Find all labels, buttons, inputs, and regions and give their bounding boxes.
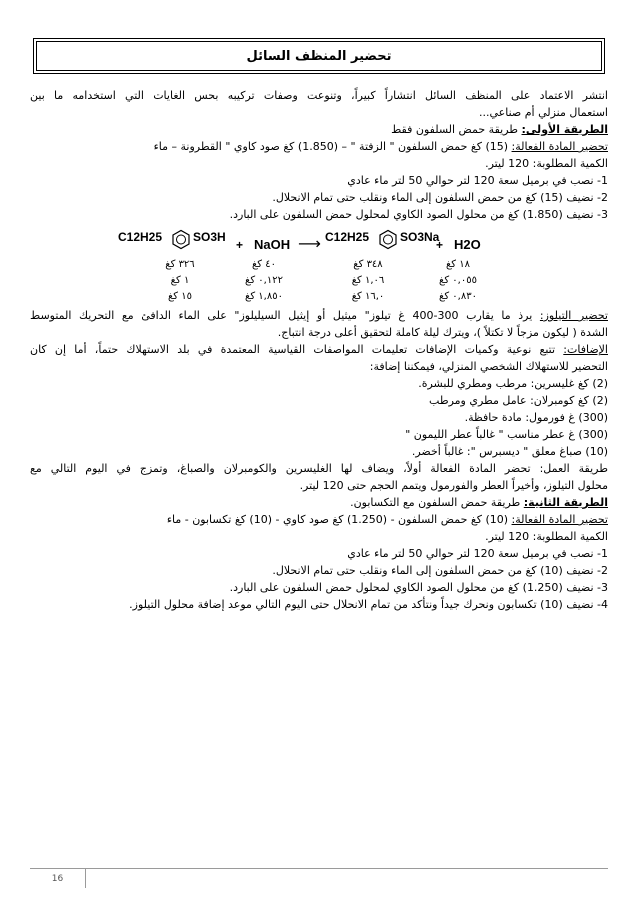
additive-glycerin: (2) كغ غليسرين: مرطب ومطري للبشرة. (418, 377, 608, 390)
reaction-arrow: ⟶ (298, 234, 321, 253)
additives-line-2: التحضير للاستهلاك الشخصي المنزلي، فيمكننا إضافة: (369, 360, 608, 373)
mass-p2-row1: ١٨ كغ (445, 259, 471, 270)
page-number-box (30, 868, 86, 888)
method1-text: طريقة حمض السلفون فقط (391, 123, 522, 136)
plus-2: + (436, 238, 444, 252)
method1-quantity: الكمية المطلوبة: 120 ليتر. (485, 157, 608, 170)
procedure-line-1: طريقة العمل: تحضر المادة الفعالة أولاً، ويضاف لها الغليسرين والكومبرلان والصباغ، وتمزج في اليوم التالي مع (30, 462, 608, 475)
method2-step-3: 3- نضيف (1.250) كغ من محلول الصود الكاوي لمحلول حمض السلفون على البارد. (229, 581, 608, 594)
mass-r1-row1: ٣٢٦ كغ (165, 259, 195, 270)
page-number: 16 (51, 873, 64, 884)
intro-line-2: استعمال منزلي أم صناعي... (479, 106, 608, 119)
product-group: SO3Na (400, 230, 440, 244)
mass-r1-row2: ١ كغ (170, 275, 190, 286)
additive-comperlan: (2) كغ كومبرلان: عامل مطري ومرطب (429, 394, 608, 407)
method2-step-1: 1- نصب في برميل سعة 120 لتر حوالي 50 لتر ماء عادي (347, 547, 608, 560)
mass-p1-row1: ٣٤٨ كغ (353, 259, 383, 270)
document-body (30, 87, 608, 613)
mass-p1-row2: ١,٠٦ كغ (351, 275, 385, 286)
additives-line-1 (30, 341, 608, 358)
tylose-line-1 (30, 307, 608, 324)
method1-active-label: تحضير المادة الفعالة: (511, 140, 608, 153)
benzene-ring-icon (173, 231, 189, 249)
intro-line-1: انتشر الاعتماد على المنظف السائل انتشاراً كبيراً، وتنوعت وصفات تركيبه بحس الغايات التي استخدامه ما بين (30, 89, 608, 102)
method1-active (30, 138, 608, 155)
reactant-group: SO3H (193, 230, 226, 244)
method1-step-3: 3- نضيف (1.850) كغ من محلول الصود الكاوي لمحلول حمض السلفون على البارد. (229, 208, 608, 221)
plus-1: + (236, 238, 244, 252)
mass-p1-row3: ١٦,٠ كغ (351, 291, 385, 302)
method2-active-text: (10) كغ حمض السلفون - (1.250) كغ صود كاوي - (10) كغ تكسابون - ماء (166, 513, 512, 526)
method2-quantity: الكمية المطلوبة: 120 ليتر. (485, 530, 608, 543)
method2-step-2: 2- نضيف (10) كغ من حمض السلفون إلى الماء ونقلب حتى تمام الانحلال. (272, 564, 608, 577)
method1-step-2: 2- نضيف (15) كغ من حمض السلفون إلى الماء ونقلب حتى تمام الانحلال. (272, 191, 608, 204)
mass-r1-row3: ١٥ كغ (167, 291, 193, 302)
additive-perfume: (300) غ عطر مناسب " غالباً عطر الليمون " (405, 428, 608, 441)
reagent-naoh: NaOH (254, 237, 291, 252)
method1-active-text: (15) كغ حمض السلفون " الزفتة " – (1.850) كغ صود كاوي " القطرونة – ماء (153, 140, 512, 153)
footer-rule (86, 868, 608, 869)
method1-step-1: 1- نصب في برميل سعة 120 لتر حوالي 50 لتر ماء عادي (347, 174, 608, 187)
method2-active (30, 511, 608, 528)
reaction-equation (30, 227, 608, 303)
product-chain: C12H25 (325, 230, 370, 244)
method1-heading (30, 121, 608, 138)
method2-step-4: 4- نضيف (10) تكسابون ونحرك جيداً ونتأكد من تمام الانحلال حتى اليوم التالي موعد إضافة محلول التيلوز. (129, 598, 608, 611)
product-water: H2O (454, 237, 481, 252)
method2-label: الطريقة الثانية: (523, 496, 608, 509)
method2-heading (30, 494, 608, 511)
method2-active-label: تحضير المادة الفعالة: (511, 513, 608, 526)
benzene-ring-product-icon (380, 231, 396, 249)
mass-r2-row2: ٠,١٢٢ كغ (245, 275, 283, 286)
additives-text: تتبع نوعية وكميات الإضافات تعليمات المواصفات القياسية المعتمدة في بلد الاستهلاك حتماً، أما إن كان (30, 343, 564, 356)
additives-label: الإضافات: (563, 343, 608, 356)
title-box (36, 41, 602, 71)
method1-label: الطريقة الأولى: (521, 123, 608, 136)
additive-dye: (10) صباغ معلق " ديسبرس ": غالباً أخضر. (411, 445, 608, 458)
reactant-chain: C12H25 (118, 230, 163, 244)
method2-text: طريقة حمض السلفون مع التكسابون. (350, 496, 524, 509)
reaction-svg (30, 227, 608, 303)
mass-p2-row2: ٠,٠٥٥ كغ (439, 275, 477, 286)
mass-p2-row3: ٠,٨٣٠ كغ (439, 291, 477, 302)
procedure-line-2: محلول التيلوز، وأخيراً العطر والفورمول ويتمم الحجم حتى 120 ليتر. (299, 479, 608, 492)
tylose-text: يرذ ما يقارب 300-400 غ تيلوز" ميثيل أو إيثيل السيليلوز" على الماء الدافئ مع التحريك المتوسط (30, 309, 540, 322)
page-title: تحضير المنظف السائل (246, 48, 392, 64)
tylose-label: تحضير التيلوز: (539, 309, 608, 322)
mass-r2-row1: ٤٠ كغ (251, 259, 277, 270)
additive-formol: (300) غ فورمول: مادة حافظة. (464, 411, 608, 424)
tylose-line-2: الشدة ( ليكون مزجاً لا تكتلاً )، ويترك ليلة كاملة لتحقيق أعلى درجة انتباج. (277, 326, 608, 339)
mass-r2-row3: ١,٨٥٠ كغ (245, 291, 283, 302)
